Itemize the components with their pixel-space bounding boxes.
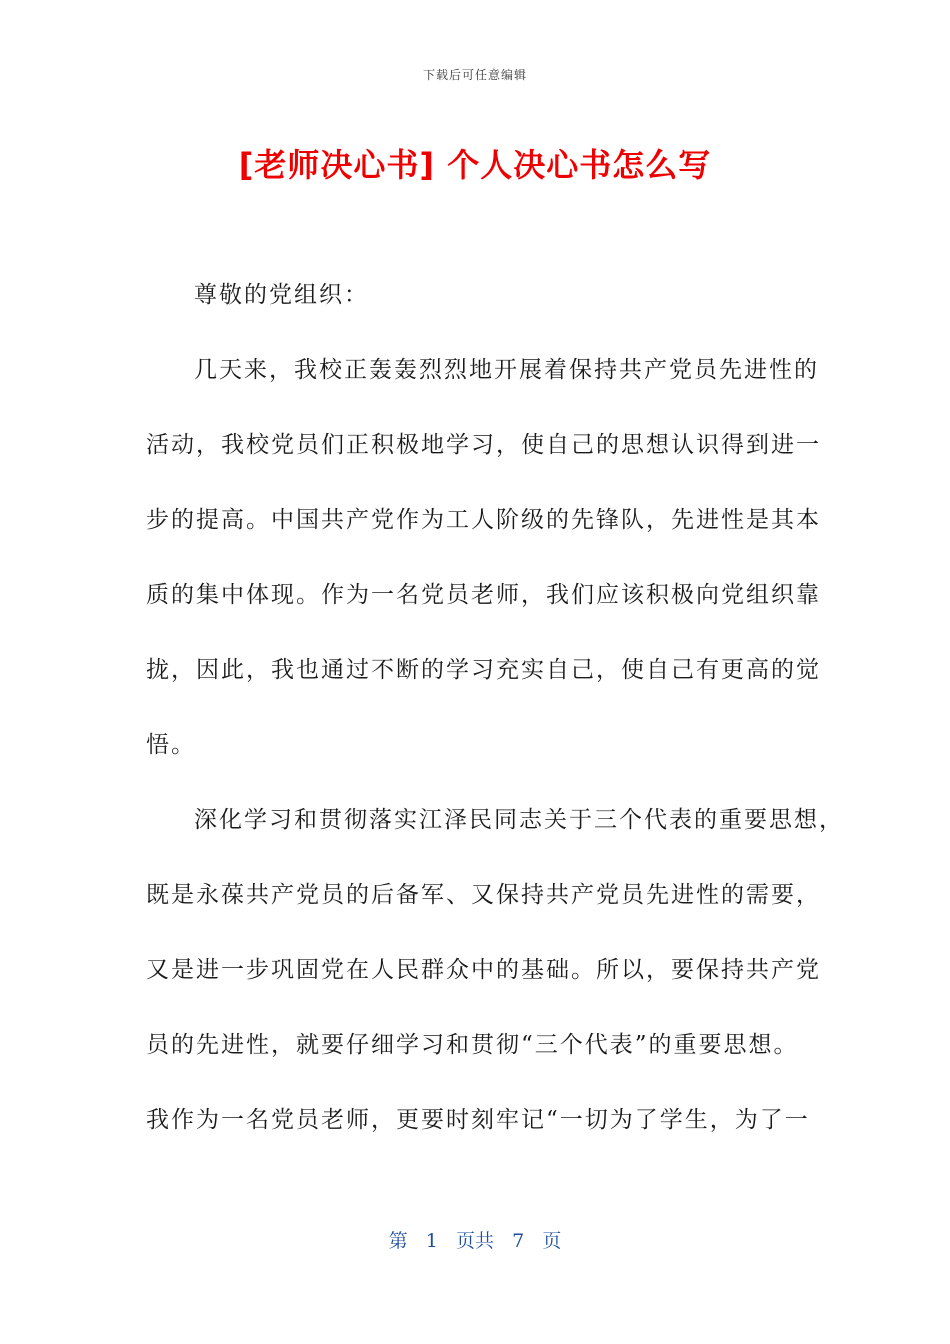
body-line: 又是进一步巩固党在人民群众中的基础。所以，要保持共产党 (146, 957, 821, 983)
footer-end-label: 页 (542, 1230, 562, 1252)
body-line: 拢，因此，我也通过不断的学习充实自己，使自己有更高的觉 (146, 657, 821, 683)
body-line: 深化学习和贯彻落实江泽民同志关于三个代表的重要思想， (194, 807, 844, 833)
body-line: 活动，我校党员们正积极地学习，使自己的思想认识得到进一 (146, 432, 821, 458)
header-note: 下载后可任意编辑 (422, 68, 527, 82)
body-line: 我作为一名党员老师，更要时刻牢记“一切为了学生，为了一 (146, 1107, 810, 1133)
body-line: 尊敬的党组织： (194, 282, 369, 308)
document-body (146, 258, 844, 1158)
body-line: 质的集中体现。作为一名党员老师，我们应该积极向党组织靠 (146, 582, 821, 608)
footer-middle-label: 页共 (455, 1230, 494, 1252)
footer-total-pages: 7 (512, 1230, 525, 1252)
page-footer (0, 1226, 950, 1253)
document-title: [老师决心书] 个人决心书怎么写 (238, 146, 712, 184)
body-line: 几天来，我校正轰轰烈烈地开展着保持共产党员先进性的 (194, 357, 819, 383)
footer-current-page: 1 (425, 1230, 438, 1252)
body-line: 既是永葆共产党员的后备军、又保持共产党员先进性的需要， (146, 882, 821, 908)
body-line: 员的先进性，就要仔细学习和贯彻“三个代表”的重要思想。 (146, 1032, 799, 1058)
body-line: 步的提高。中国共产党作为工人阶级的先锋队，先进性是其本 (146, 507, 821, 533)
body-line: 悟。 (146, 732, 196, 758)
footer-page-label: 第 (388, 1230, 408, 1252)
